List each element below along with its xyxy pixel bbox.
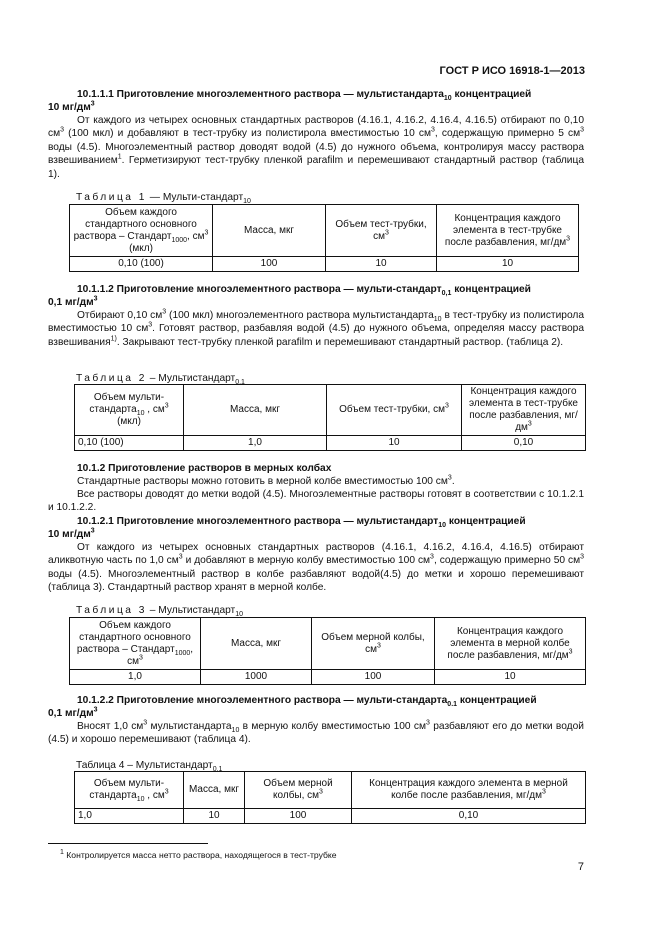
section-10-1-1-1-heading: 10.1.1.1 Приготовление многоэлементного раствора — мультистандарта$_{10}$ концентрацией: [77, 89, 532, 103]
page-number: 7: [577, 861, 584, 873]
table-2-header-mass: Масса, мкг: [184, 385, 327, 436]
table-2: [74, 384, 586, 451]
section-10-1-2-heading: 10.1.2 Приготовление растворов в мерных колбах: [77, 463, 332, 474]
table-row: 1,0 10 100 0,10: [75, 809, 586, 824]
table-4-header-concentration: Концентрация каждого элемента в мерной колбе после разбавления, $мг/дм^3$: [352, 772, 586, 809]
table-4: [74, 771, 586, 824]
table-4-header-flask-volume: Объем мерной колбы, $см^3$: [245, 772, 352, 809]
table-3-header-volume: Объем каждого стандартного основного раствора – Стандарт$_{1000}$, $см^3$: [70, 618, 201, 670]
section-10-1-1-2-heading-concentration: 0,1 $мг/дм^3$: [48, 295, 98, 308]
table-1-header-tube-volume: Объем тест-трубки, $см^3$: [326, 205, 437, 257]
section-10-1-1-1-paragraph: От каждого из четырех основных стандартных растворов (4.16.1, 4.16.2, 4.16.4, 4.16.5) отбирают по 0,10 $см^3$ (100 мкл) и добавляют в тест-трубку из полистирола вместимостью 10 $см^3$, содержащую примерно 5 $см^3$ воды (4.5). Многоэлементный раствор доводят водой (4.5) до нужного объема, контролируя массу раствора взвешиванием$^1$. Герметизируют тест-трубку пленкой parafilm и перемешивают стандартный раствор (таблица 1).: [48, 115, 585, 180]
section-10-1-2-1-paragraph: От каждого из четырех основных стандартных растворов (4.16.1, 4.16.2, 4.16.4, 4.16.5) отбирают аликвотную часть по 1,0 $см^3$ и добавляют в мерную колбу вместимостью 100 $см^3$, содержащую примерно 50 $см^3$ воды (4.5). Многоэлементный раствор в колбе разбавляют водой(4.5) до метки и хорошо перемешивают (таблица 3). Стандартный раствор хранят в мерной колбе.: [48, 542, 584, 594]
table-3-header-mass: Масса, мкг: [201, 618, 312, 670]
table-1-header-concentration: Концентрация каждого элемента в тест-трубке после разбавления, $мг/дм^3$: [437, 205, 579, 257]
table-4-header-volume: Объем мульти-стандарта$_{10}$ , $см^3$: [75, 772, 184, 809]
table-2-header-tube-volume: Объем тест-трубки, $см^3$: [327, 385, 462, 436]
table-row: 0,10 (100) 100 10 10: [70, 257, 579, 272]
section-10-1-1-2-paragraph: Отбирают 0,10 $см^3$ (100 мкл) многоэлементного раствора мультистандарта$_{10}$ в тест-трубку из полистирола вместимостью 10 $см^3$. Готовят раствор, разбавляя водой (4.5) до нужного объема, определяя массу раствора взвешивания$^{1)}$. Закрывают тест-трубку пленкой parafilm и перемешивают стандартный раствор. (таблица 2).: [48, 308, 584, 348]
table-4-header-mass: Масса, мкг: [184, 772, 245, 809]
section-10-1-2-paragraph-1: Стандартные растворы можно готовить в мерной колбе вместимостью 100 $см^3$.: [77, 474, 455, 487]
table-2-header-concentration: Концентрация каждого элемента в тест-трубке после разбавления, $мг/дм^3$: [462, 385, 586, 436]
table-4-caption: Таблица 4 – Мультистандарт$_{0,1}$: [76, 760, 223, 774]
section-10-1-2-2-heading: 10.1.2.2 Приготовление многоэлементного раствора — мульти-стандарта$_{0.1}$ концентрацией: [77, 695, 537, 709]
table-3-header-flask-volume: Объем мерной колбы, $см^3$: [312, 618, 435, 670]
table-1-caption: Таблица 1 — Мульти-стандарт$_{10}$: [76, 192, 251, 206]
section-10-1-2-2-paragraph: Вносят 1,0 $см^3$ мультистандарта$_{10}$ в мерную колбу вместимостью 100 $см^3$ разбавляют его до метки водой (4.5) и хорошо перемешивают (таблица 4).: [48, 719, 584, 746]
table-3-caption: Таблица 3 – Мультистандарт$_{10}$: [76, 605, 244, 619]
section-10-1-1-2-heading: 10.1.1.2 Приготовление многоэлементного раствора — мульти-стандарт$_{0,1}$ концентрацией: [77, 284, 531, 298]
table-2-header-volume: Объем мульти-стандарта$_{10}$ , $см^3$ (мкл): [75, 385, 184, 436]
table-row: 0,10 (100) 1,0 10 0,10: [75, 436, 586, 451]
table-3: [69, 617, 586, 685]
table-3-header-concentration: Концентрация каждого элемента в мерной колбе после разбавления, $мг/дм^3$: [435, 618, 586, 670]
table-row: 1,0 1000 100 10: [70, 670, 586, 685]
footnote-divider: [48, 843, 208, 844]
section-10-1-2-1-heading-concentration: 10 $мг/дм^3$: [48, 527, 95, 540]
document-header: ГОСТ Р ИСО 16918-1—2013: [439, 65, 585, 77]
table-2-caption: Таблица 2 – Мультистандарт$_{0,1}$: [76, 373, 245, 387]
section-10-1-2-2-heading-concentration: 0,1 $мг/дм^3$: [48, 706, 98, 719]
footnote: $^1$ Контролируется масса нетто раствора, находящегося в тест-трубке: [60, 849, 337, 860]
table-1-header-volume: Объем каждого стандартного основного раствора – Стандарт$_{1000}$, $см^3$ (мкл): [70, 205, 213, 257]
section-10-1-2-paragraph-2: Все растворы доводят до метки водой (4.5). Многоэлементные растворы готовят в соответствии с 10.1.2.1 и 10.1.2.2.: [48, 489, 584, 514]
table-1: [69, 204, 579, 272]
section-10-1-2-1-heading: 10.1.2.1 Приготовление многоэлементного раствора — мультистандарт$_{10}$ концентрацией: [77, 516, 526, 530]
table-1-header-mass: Масса, мкг: [213, 205, 326, 257]
section-10-1-1-1-heading-concentration: 10 $мг/дм^3$: [48, 100, 95, 113]
